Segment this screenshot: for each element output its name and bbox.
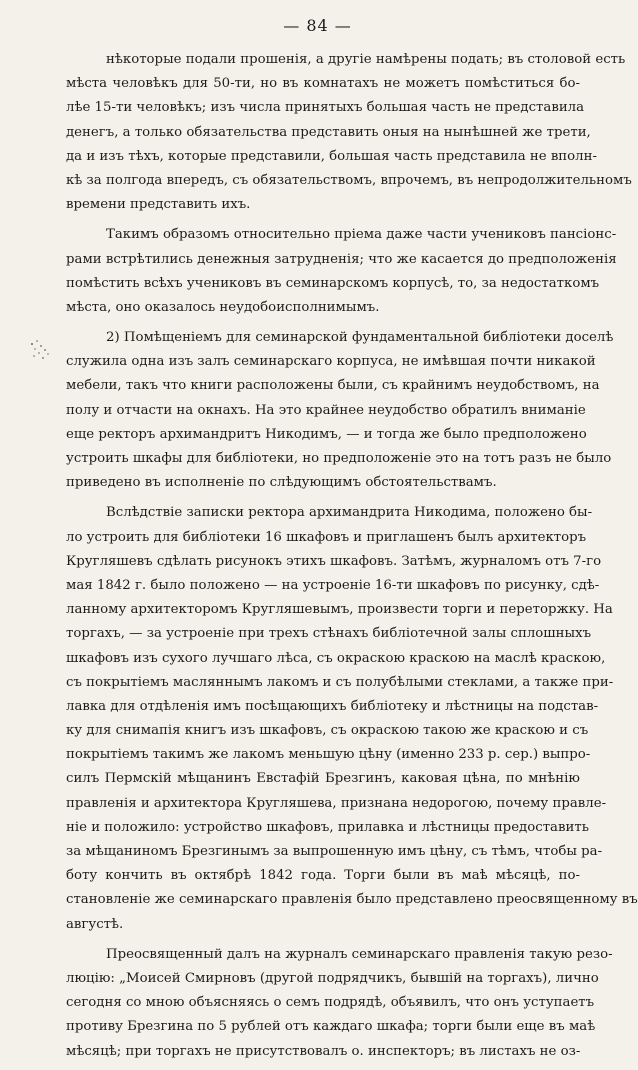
text-line: ланному архитекторомъ Кругляшевымъ, произвести торги и переторжку. На (66, 602, 613, 618)
paragraph (66, 223, 617, 320)
text-line: Вслѣдствіе записки ректора архимандрита Никодима, положено бы- (106, 505, 593, 521)
text-line: противу Брезгина по 5 рублей отъ каждаго шкафа; торги были еще въ маѣ (66, 1019, 596, 1035)
text-line: мебели, такъ что книги расположены были, съ крайнимъ неудобствомъ, на (66, 378, 600, 394)
paragraph (66, 501, 638, 936)
page-number: — 84 — (283, 16, 352, 35)
text-line: кѣ за полгода впередъ, съ обязательствомъ, впрочемъ, въ непродолжительномъ (66, 172, 632, 188)
text-line: нѣкоторые подали прошенія, а другіе намѣрены подать; въ столовой есть (106, 52, 626, 67)
text-line: 2) Помѣщеніемъ для семинарской фундаментальной библіотеки доселѣ (106, 330, 614, 346)
text-line: покрытіемъ такимъ же лакомъ меньшую цѣну (именно 233 р. сер.) выпро- (66, 747, 591, 763)
text-line: шкафовъ изъ сухого лучшаго лѣса, съ окраскою краскою на маслѣ краскою, (66, 650, 606, 666)
text-line: служила одна изъ залъ семинарскаго корпуса, не имѣвшая почти никакой (66, 354, 596, 370)
text-line: становленіе же семинарскаго правленія было представлено преосвященному въ (66, 892, 638, 908)
text-line: приведено въ исполненіе по слѣдующимъ обстоятельствамъ. (66, 475, 497, 491)
text-line: за мѣщаниномъ Брезгинымъ за выпрошенную имъ цѣну, съ тѣмъ, чтобы ра- (66, 844, 603, 859)
text-line: рами встрѣтились денежныя затрудненія; что же касается до предположенія (66, 251, 617, 267)
text-line: мѣсяцѣ; при торгахъ не присутствовалъ о. инспекторъ; въ листахъ не оз- (66, 1043, 581, 1059)
text-line: помѣстить всѣхъ учениковъ въ семинарскомъ корпусѣ, то, за недостаткомъ (66, 275, 600, 291)
text-line: мѣста, оно оказалось неудобоисполнимымъ. (66, 299, 380, 315)
text-line: правленія и архитектора Кругляшева, признана недорогою, почему правле- (66, 795, 607, 811)
text-line: Такимъ образомъ относительно пріема даже части учениковъ пансіонс- (106, 227, 617, 243)
text-line: полу и отчасти на окнахъ. На это крайнее неудобство обратилъ вниманіе (66, 402, 586, 418)
paragraph (66, 326, 614, 495)
text-line: мая 1842 г. было положено — на устроеніе 16-ти шкафовъ по рисунку, сдѣ- (66, 577, 600, 593)
paragraph (66, 48, 632, 217)
text-line: Преосвященный далъ на журналъ семинарскаго правленія такую резо- (106, 946, 613, 962)
paragraph (66, 943, 613, 1064)
text-line: мѣста человѣкъ для 50-ти, но въ комнатахъ не можетъ помѣститься бо- (66, 76, 580, 92)
text-line: лавка для отдѣленія имъ посѣщающихъ библіотеку и лѣстницы на подстав- (66, 698, 599, 714)
margin-annotation-mark (26, 336, 56, 364)
text-line: Кругляшевъ сдѣлать рисунокъ этихъ шкафовъ. Затѣмъ, журналомъ отъ 7-го (66, 553, 602, 569)
text-line: денегъ, а только обязательства представить оныя на нынѣшней же трети, (66, 124, 591, 140)
text-line: торгахъ, — за устроеніе при трехъ стѣнахъ библіотечной залы сплошныхъ (66, 626, 592, 642)
text-line: силъ Пермскій мѣщанинъ Евстафій Брезгинъ, каковая цѣна, по мнѣнію (66, 771, 580, 787)
text-line: августѣ. (66, 916, 124, 932)
text-line: ку для снимапія книгъ изъ шкафовъ, съ окраскою такою же краскою и съ (66, 723, 589, 739)
text-line: боту кончить въ октябрѣ 1842 года. Торги были въ маѣ мѣсяцѣ, по- (66, 868, 580, 884)
document-body (66, 48, 638, 1070)
text-line: устроить шкафы для библіотеки, но предположеніе это на тотъ разъ не было (66, 451, 612, 466)
text-line: ніе и положило: устройство шкафовъ, прилавка и лѣстницы предоставить (66, 819, 589, 835)
text-line: еще ректоръ архимандритъ Никодимъ, — и тогда же было предположено (66, 426, 587, 442)
text-line: ло устроить для библіотеки 16 шкафовъ и приглашенъ былъ архитекторъ (66, 529, 587, 545)
text-line: сегодня со мною объясняясь о семъ подрядѣ, объявилъ, что онъ уступаетъ (66, 995, 595, 1011)
text-line: люцію: „Моисей Смирновъ (другой подрядчикъ, бывшій на торгахъ), лично (66, 970, 599, 986)
text-line: времени представить ихъ. (66, 197, 251, 213)
text-line: съ покрытіемъ масляннымъ лакомъ и съ полубѣлыми стеклами, а также при- (66, 674, 614, 690)
text-line: да и изъ тѣхъ, которые представили, большая часть представила не вполн- (66, 148, 597, 164)
text-line: лѣе 15-ти человѣкъ; изъ числа принятыхъ большая часть не представила (66, 100, 585, 116)
